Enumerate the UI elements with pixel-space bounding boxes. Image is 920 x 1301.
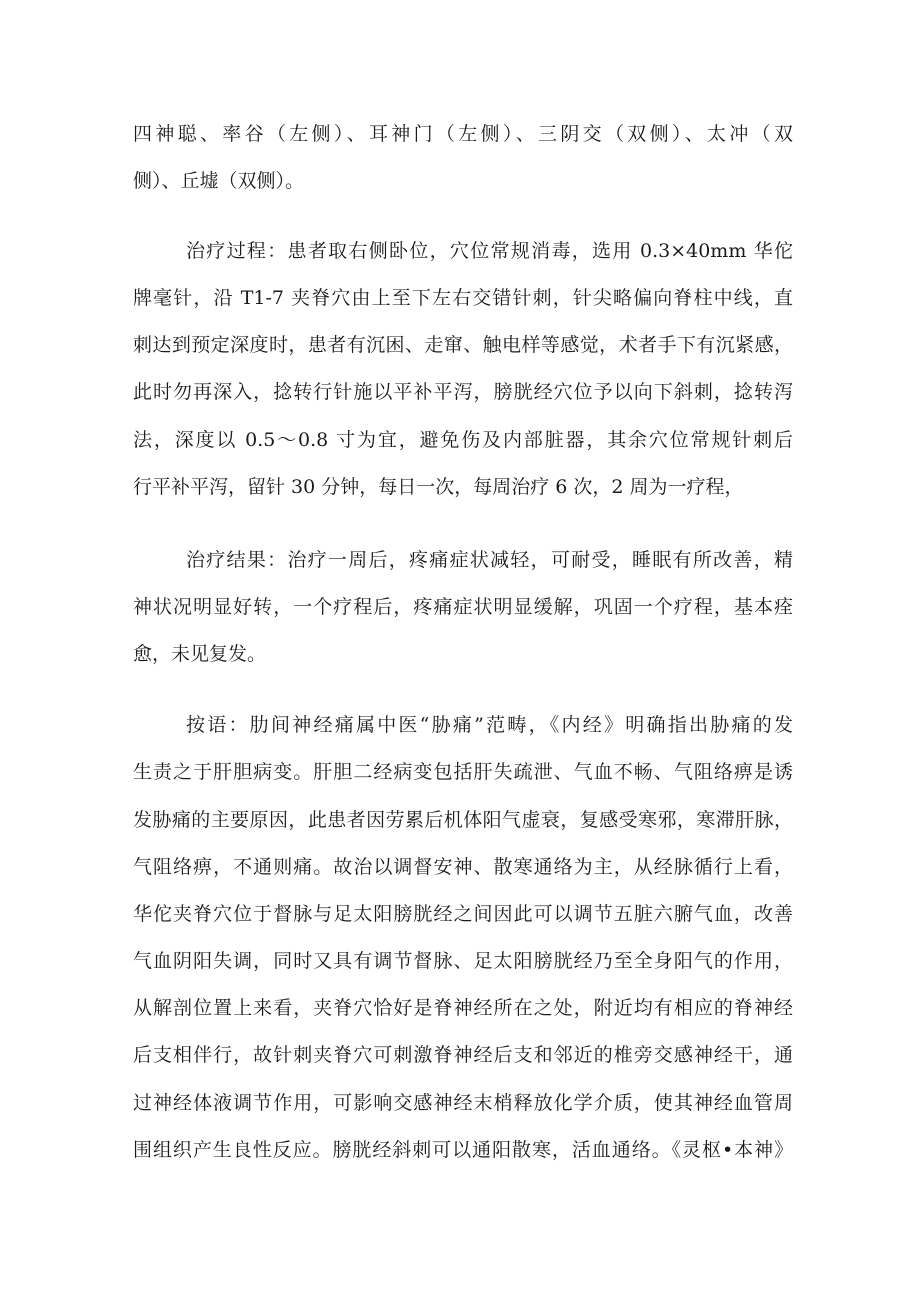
paragraph-line: 法，深度以 0.5～0.8 寸为宜，避免伤及内部脏器，其余穴位常规针刺后 (133, 429, 793, 451)
paragraph-line: 治疗结果：治疗一周后，疼痛症状减轻，可耐受，睡眠有所改善，精 (186, 549, 793, 571)
paragraph-line: 侧）、丘墟（双侧）。 (133, 170, 305, 192)
paragraph-line: 神状况明显好转，一个疗程后，疼痛症状明显缓解，巩固一个疗程，基本痊 (133, 596, 793, 618)
paragraph-line: 治疗过程：患者取右侧卧位，穴位常规消毒，选用 0.3×40mm 华佗 (186, 240, 793, 262)
paragraph-line: 气阻络痹，不通则痛。故治以调督安神、散寒通络为主，从经脉循行上看， (133, 856, 793, 878)
paragraph-line: 围组织产生良性反应。膀胱经斜刺可以通阳散寒，活血通络。《灵枢•本神》 (133, 1139, 793, 1161)
paragraph-line: 行平补平泻，留针 30 分钟，每日一次，每周治疗 6 次，2 周为一疗程， (133, 476, 744, 498)
paragraph-line: 气血阴阳失调，同时又具有调节督脉、足太阳膀胱经乃至全身阳气的作用， (133, 950, 793, 972)
paragraph-line: 刺达到预定深度时，患者有沉困、走窜、触电样等感觉，术者手下有沉紧感， (133, 334, 793, 356)
paragraph-line: 从解剖位置上来看，夹脊穴恰好是脊神经所在之处，附近均有相应的脊神经 (133, 997, 793, 1019)
paragraph-line: 发胁痛的主要原因，此患者因劳累后机体阳气虚衰，复感受寒邪，寒滞肝脉， (133, 809, 793, 831)
paragraph-line: 四神聪、率谷（左侧）、耳神门（左侧）、三阴交（双侧）、太冲（双 (133, 123, 793, 145)
paragraph-line: 华佗夹脊穴位于督脉与足太阳膀胱经之间因此可以调节五脏六腑气血，改善 (133, 903, 793, 925)
paragraph-line: 过神经体液调节作用，可影响交感神经末梢释放化学介质，使其神经血管周 (133, 1092, 793, 1114)
paragraph-line: 愈，未见复发。 (133, 643, 267, 665)
paragraph-line: 牌毫针，沿 T1-7 夹脊穴由上至下左右交错针刺，针尖略偏向脊柱中线，直 (133, 287, 793, 309)
paragraph-line: 按语：肋间神经痛属中医“胁痛”范畴，《内经》明确指出胁痛的发 (186, 714, 793, 736)
paragraph-line: 生责之于肝胆病变。肝胆二经病变包括肝失疏泄、气血不畅、气阻络痹是诱 (133, 761, 793, 783)
paragraph-line: 此时勿再深入，捻转行针施以平补平泻，膀胱经穴位予以向下斜刺，捻转泻 (133, 381, 793, 403)
paragraph-line: 后支相伴行，故针刺夹脊穴可刺激脊神经后支和邻近的椎旁交感神经干，通 (133, 1044, 793, 1066)
